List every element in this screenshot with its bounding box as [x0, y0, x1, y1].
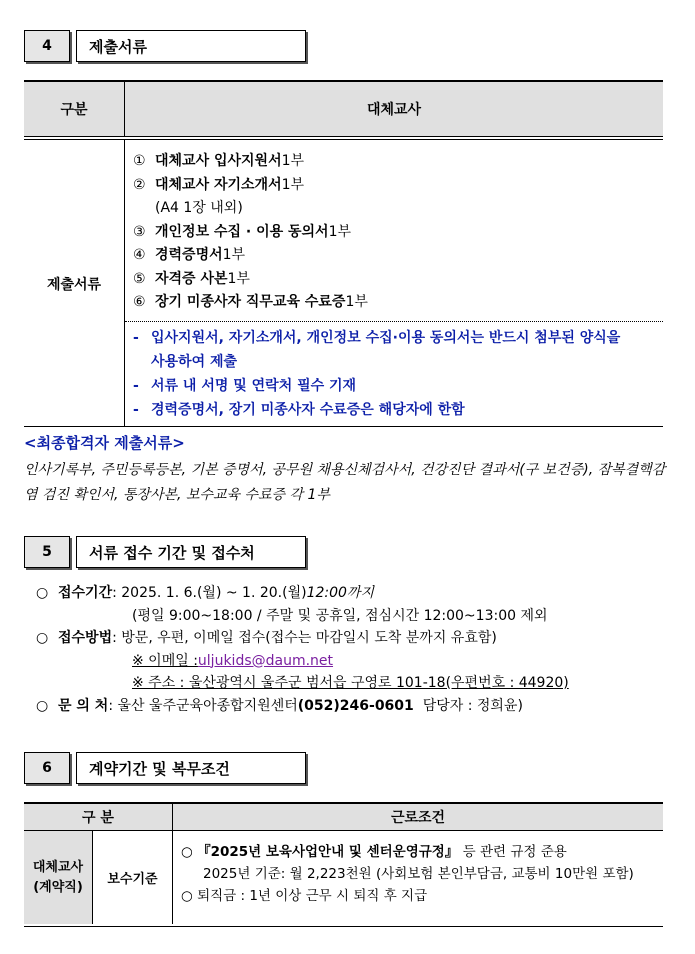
- table-header: [24, 804, 663, 831]
- submission-info: [36, 582, 569, 717]
- section-number: 4: [24, 30, 70, 62]
- section-title: 서류 접수 기간 및 접수처: [76, 536, 306, 568]
- salary-line-1: ○ 『2025년 보육사업안내 및 센터운영규정』 등 관련 규정 준용: [181, 844, 567, 860]
- list-item: ④ 경력증명서 1부: [133, 247, 246, 263]
- list-item: (A4 1장 내외): [155, 200, 243, 216]
- header-category: 구분: [24, 82, 125, 136]
- list-item: ⑤ 자격증 사본 1부: [133, 270, 250, 287]
- section-5-header: [24, 536, 306, 568]
- table-row: [24, 831, 663, 924]
- header-substitute-teacher: 대체교사: [366, 102, 422, 118]
- note-item: - 경력증명서, 장기 미종사자 수료증은 해당자에 한함: [133, 401, 465, 418]
- note-item: - 입사지원서, 자기소개서, 개인정보 수집·이용 동의서는 반드시 첨부된 양식을: [133, 329, 621, 346]
- section-title: 계약기간 및 복무조건: [76, 752, 306, 784]
- row-label-salary: 보수기준: [93, 831, 173, 924]
- section-title: 제출서류: [76, 30, 306, 62]
- note-item: 사용하여 제출: [151, 353, 238, 370]
- header-category: 구 분: [24, 804, 173, 830]
- table-row: [24, 139, 663, 427]
- conditions-table: [24, 802, 663, 927]
- section-number: 5: [24, 536, 70, 568]
- header-conditions: 근로조건: [390, 810, 446, 826]
- email-link[interactable]: uljukids@daum.net: [197, 652, 334, 669]
- list-item: ① 대체교사 입사지원서 1부: [133, 153, 305, 169]
- salary-content: [173, 831, 663, 924]
- row-label: 제출서류: [24, 140, 125, 427]
- final-documents-text: 인사기록부, 주민등록등본, 기본 증명서, 공무원 채용신체검사서, 건강진단 결과서(구 보건증), 잠복결핵감염 검진 확인서, 통장사본, 보수교육 수료증 각 1부: [24, 462, 666, 503]
- notes: [125, 321, 663, 422]
- document-list: [133, 150, 663, 315]
- period-note: (평일 9:00~18:00 / 주말 및 공휴일, 점심시간 12:00~13:00 제외: [132, 607, 548, 624]
- section-number: 6: [24, 752, 70, 784]
- row-content: [125, 140, 663, 427]
- method-row: ○ 접수방법 : 방문, 우편, 이메일 접수(접수는 마감일시 도착 분까지 유효함): [36, 630, 497, 646]
- period-row: ○ 접수기간 : 2025. 1. 6.(월) ~ 1. 20.(월) 12:00까지: [36, 585, 374, 601]
- documents-table: [24, 80, 663, 427]
- section-4-header: [24, 30, 306, 62]
- table-header: [24, 82, 663, 137]
- row-label-position: 대체교사 (계약직): [24, 831, 93, 924]
- final-documents-title: <최종합격자 제출서류>: [24, 434, 185, 452]
- salary-line-2: 2025년 기준: 월 2,223천원 (사회보험 본인부담금, 교통비 10만원 포함): [203, 866, 634, 882]
- email-row: ※ 이메일 : uljukids@daum.net: [36, 650, 569, 673]
- list-item: ⑥ 장기 미종사자 직무교육 수료증 1부: [133, 294, 368, 310]
- contact-row: ○ 문 의 처 : 울산 울주군육아종합지원센터 (052)246-0601 담당자 : 정희윤): [36, 697, 523, 714]
- list-item: ② 대체교사 자기소개서 1부: [133, 176, 305, 193]
- salary-line-3: ○ 퇴직금 : 1년 이상 근무 시 퇴직 후 지급: [181, 888, 428, 904]
- section-6-header: [24, 752, 306, 784]
- list-item: ③ 개인정보 수집 · 이용 동의서 1부: [133, 223, 352, 240]
- note-item: - 서류 내 서명 및 연락처 필수 기재: [133, 377, 357, 394]
- address-row: ※ 주소 : 울산광역시 울주군 범서읍 구영로 101-18(우편번호 : 44920): [132, 675, 569, 691]
